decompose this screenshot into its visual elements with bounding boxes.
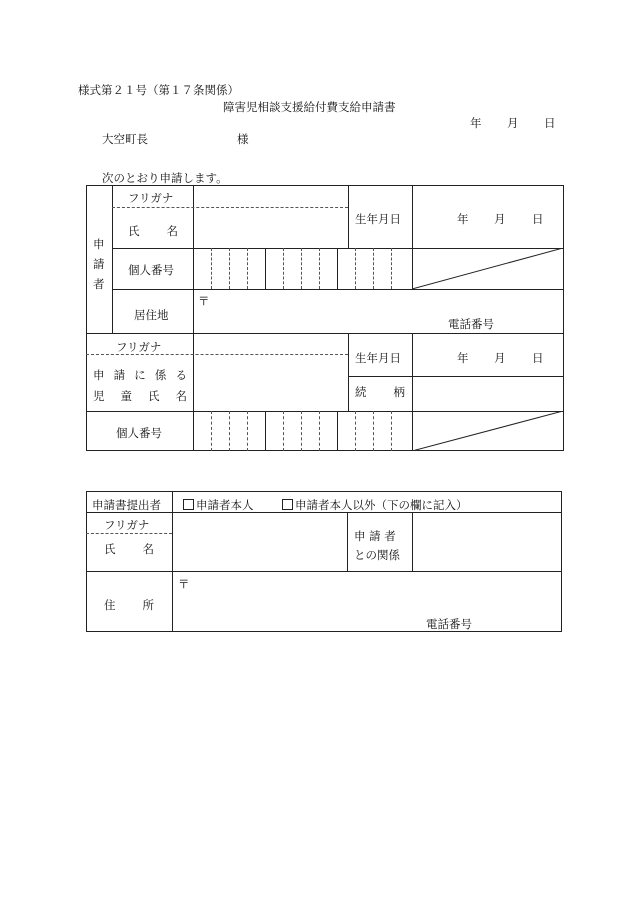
digit-divider bbox=[355, 248, 356, 289]
digit-divider bbox=[229, 248, 230, 289]
option-self-checkbox[interactable] bbox=[183, 499, 194, 510]
honorific: 様 bbox=[237, 132, 249, 146]
child-name-label-line2: 児 童 氏 名 bbox=[93, 389, 187, 403]
digit-divider bbox=[211, 248, 212, 289]
digit-divider bbox=[391, 411, 392, 451]
digit-divider bbox=[337, 411, 338, 451]
digit-divider bbox=[247, 248, 248, 289]
submitter-relation-label-line1: 申 請 者 bbox=[354, 529, 396, 543]
addressee: 大空町長 bbox=[102, 132, 148, 146]
child-blank-diagonal bbox=[412, 411, 563, 451]
applicant-name-label: 氏 名 bbox=[128, 224, 178, 238]
submitter-address-label: 住 所 bbox=[104, 598, 154, 612]
submitter-postal-mark: 〒 bbox=[178, 577, 190, 591]
digit-divider bbox=[319, 411, 320, 451]
child-personal-number-field[interactable] bbox=[195, 413, 411, 450]
digit-divider bbox=[319, 248, 320, 289]
child-relation-label: 続 柄 bbox=[355, 385, 405, 399]
submitter-label: 申請書提出者 bbox=[92, 498, 161, 512]
digit-divider bbox=[211, 411, 212, 451]
applicant-personal-number-field[interactable] bbox=[195, 250, 411, 288]
applicant-address-label: 居住地 bbox=[134, 308, 169, 322]
child-relation-field[interactable] bbox=[414, 378, 562, 410]
digit-divider bbox=[373, 248, 374, 289]
digit-divider bbox=[391, 248, 392, 289]
digit-divider bbox=[265, 411, 266, 451]
option-other-checkbox[interactable] bbox=[282, 499, 293, 510]
digit-divider bbox=[301, 248, 302, 289]
date-year-label: 年 bbox=[470, 116, 482, 130]
child-furigana-field[interactable] bbox=[195, 335, 347, 353]
digit-divider bbox=[229, 411, 230, 451]
child-furigana-label: フリガナ bbox=[116, 340, 162, 354]
child-birth-label: 生年月日 bbox=[355, 351, 401, 365]
digit-divider bbox=[247, 411, 248, 451]
applicant-side-label: 申 請 者 bbox=[93, 237, 105, 291]
digit-divider bbox=[301, 411, 302, 451]
digit-divider bbox=[355, 411, 356, 451]
child-personal-number-label: 個人番号 bbox=[116, 426, 162, 440]
applicant-phone-label: 電話番号 bbox=[448, 317, 494, 331]
applicant-name-field[interactable] bbox=[195, 209, 347, 247]
digit-divider bbox=[373, 411, 374, 451]
applicant-personal-number-label: 個人番号 bbox=[128, 263, 174, 277]
applicant-birth-label: 生年月日 bbox=[355, 212, 401, 226]
submitter-name-field[interactable] bbox=[174, 514, 346, 570]
submitter-name-label: 氏 名 bbox=[104, 542, 154, 556]
intro-text: 次のとおり申請します。 bbox=[102, 171, 228, 185]
postal-mark: 〒 bbox=[198, 294, 210, 308]
child-name-field[interactable] bbox=[195, 356, 347, 410]
applicant-blank-diagonal bbox=[412, 248, 563, 289]
date-day-label: 日 bbox=[544, 116, 556, 130]
applicant-furigana-field[interactable] bbox=[195, 187, 347, 206]
digit-divider bbox=[337, 248, 338, 289]
child-birth-field[interactable]: 年 月 日 bbox=[457, 351, 544, 365]
applicant-address-field[interactable] bbox=[210, 291, 560, 331]
submitter-address-field[interactable] bbox=[190, 574, 560, 630]
applicant-furigana-label: フリガナ bbox=[128, 191, 174, 205]
digit-divider bbox=[265, 248, 266, 289]
form-title: 障害児相談支援給付費支給申請書 bbox=[223, 100, 396, 114]
form-number: 様式第２１号（第１７条関係） bbox=[78, 83, 239, 97]
digit-divider bbox=[283, 248, 284, 289]
child-name-label-line1: 申 請 に 係 る bbox=[93, 368, 187, 382]
submitter-phone-label: 電話番号 bbox=[426, 617, 472, 631]
option-other[interactable]: 申請者本人以外（下の欄に記入） bbox=[282, 497, 468, 513]
submitter-relation-field[interactable] bbox=[414, 514, 560, 570]
digit-divider bbox=[283, 411, 284, 451]
date-month-label: 月 bbox=[507, 116, 519, 130]
submitter-furigana-label: フリガナ bbox=[104, 518, 150, 532]
option-self[interactable]: 申請者本人 bbox=[183, 497, 254, 513]
submitter-relation-label-line2: との関係 bbox=[354, 548, 400, 562]
applicant-birth-field[interactable]: 年 月 日 bbox=[457, 212, 544, 226]
